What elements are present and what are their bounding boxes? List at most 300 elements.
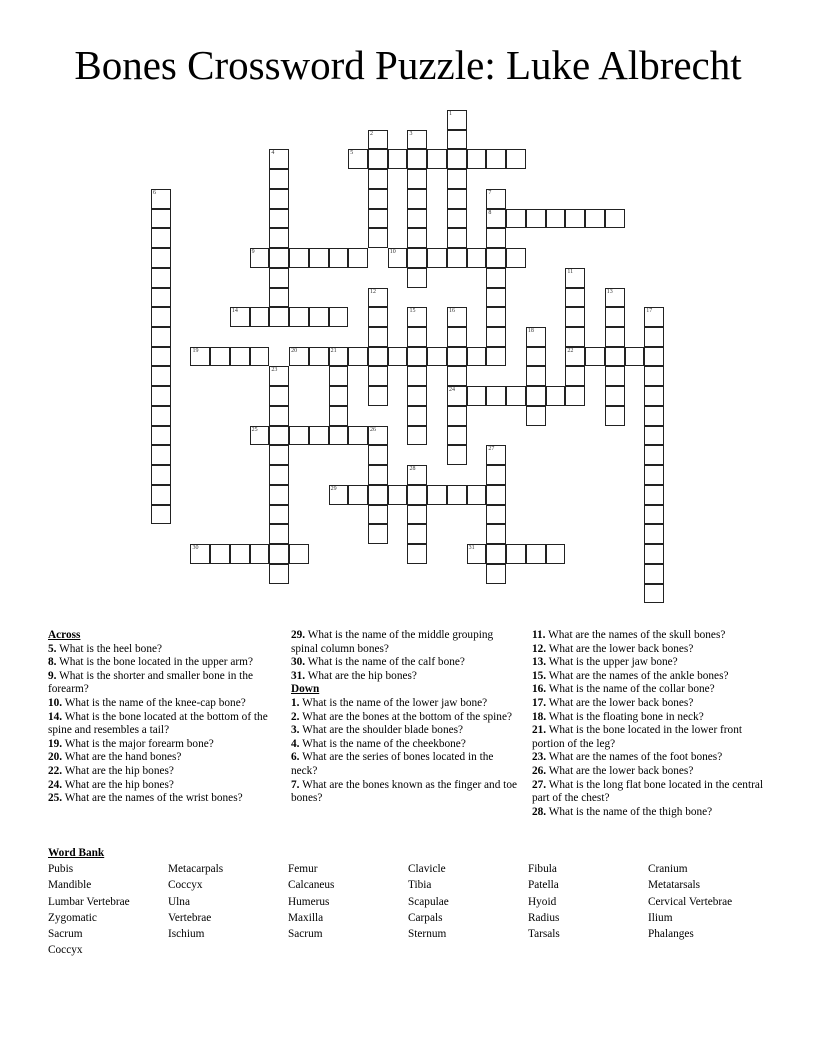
word-bank-item: Sacrum bbox=[48, 928, 83, 941]
grid-cell[interactable] bbox=[269, 524, 289, 544]
grid-cell[interactable] bbox=[447, 445, 467, 465]
grid-cell[interactable] bbox=[368, 485, 388, 505]
grid-cell[interactable] bbox=[467, 149, 487, 169]
grid-cell[interactable] bbox=[230, 347, 250, 367]
grid-cell[interactable] bbox=[506, 149, 526, 169]
grid-cell[interactable] bbox=[546, 386, 566, 406]
clue-number: 7 bbox=[488, 189, 492, 196]
clue-number: 11 bbox=[567, 268, 574, 275]
grid-cell[interactable] bbox=[289, 248, 309, 268]
grid-cell[interactable] bbox=[407, 248, 427, 268]
grid-cell[interactable] bbox=[151, 189, 171, 209]
grid-cell[interactable] bbox=[407, 209, 427, 229]
grid-cell[interactable] bbox=[329, 347, 349, 367]
word-bank-item: Coccyx bbox=[168, 879, 203, 892]
grid-cell[interactable] bbox=[447, 169, 467, 189]
clue-number: 23 bbox=[271, 367, 278, 374]
grid-cell[interactable] bbox=[289, 347, 309, 367]
clue-item: 9. What is the shorter and smaller bone in the forearm? bbox=[48, 669, 253, 696]
grid-cell[interactable] bbox=[486, 524, 506, 544]
grid-cell[interactable] bbox=[368, 366, 388, 386]
grid-cell[interactable] bbox=[388, 485, 408, 505]
grid-cell[interactable] bbox=[151, 426, 171, 446]
clue-number: 15 bbox=[409, 308, 416, 315]
clue-number: 26 bbox=[370, 426, 377, 433]
grid-cell[interactable] bbox=[250, 544, 270, 564]
grid-cell[interactable] bbox=[407, 347, 427, 367]
grid-cell[interactable] bbox=[407, 406, 427, 426]
grid-cell[interactable] bbox=[486, 465, 506, 485]
grid-cell[interactable] bbox=[289, 544, 309, 564]
grid-cell[interactable] bbox=[368, 130, 388, 150]
grid-cell[interactable] bbox=[467, 544, 487, 564]
grid-cell[interactable] bbox=[151, 228, 171, 248]
grid-cell[interactable] bbox=[644, 544, 664, 564]
grid-cell[interactable] bbox=[644, 307, 664, 327]
grid-cell[interactable] bbox=[309, 347, 329, 367]
word-bank-item: Ischium bbox=[168, 928, 205, 941]
grid-cell[interactable] bbox=[230, 307, 250, 327]
grid-cell[interactable] bbox=[506, 386, 526, 406]
clue-number: 17 bbox=[646, 308, 653, 315]
clue-item: 16. What is the name of the collar bone? bbox=[532, 683, 715, 696]
grid-cell[interactable] bbox=[368, 347, 388, 367]
clue-item: 26. What are the lower back bones? bbox=[532, 764, 694, 777]
clues-column-1 bbox=[48, 629, 280, 806]
clue-item: 15. What are the names of the ankle bones? bbox=[532, 669, 729, 682]
grid-cell[interactable] bbox=[368, 386, 388, 406]
grid-cell[interactable] bbox=[388, 248, 408, 268]
clues-column-3 bbox=[532, 629, 764, 819]
clue-item: 6. What are the series of bones located in the neck? bbox=[291, 751, 494, 777]
grid-cell[interactable] bbox=[329, 307, 349, 327]
grid-cell[interactable] bbox=[486, 149, 506, 169]
word-bank-item: Carpals bbox=[408, 911, 443, 924]
grid-cell[interactable] bbox=[486, 327, 506, 347]
grid-cell[interactable] bbox=[467, 347, 487, 367]
clue-number: 5 bbox=[350, 150, 354, 157]
grid-cell[interactable] bbox=[486, 386, 506, 406]
clue-number: 30 bbox=[192, 545, 199, 552]
word-bank-item: Coccyx bbox=[48, 944, 83, 957]
word-bank-item: Vertebrae bbox=[168, 911, 212, 924]
clue-number: 18 bbox=[527, 328, 534, 335]
grid-cell[interactable] bbox=[644, 465, 664, 485]
word-bank-item: Tarsals bbox=[528, 928, 560, 941]
grid-cell[interactable] bbox=[368, 228, 388, 248]
word-bank-item: Patella bbox=[528, 879, 559, 892]
grid-cell[interactable] bbox=[190, 347, 210, 367]
clue-number: 29 bbox=[330, 485, 337, 492]
grid-cell[interactable] bbox=[407, 386, 427, 406]
grid-cell[interactable] bbox=[348, 485, 368, 505]
grid-cell[interactable] bbox=[368, 189, 388, 209]
word-bank-item: Pubis bbox=[48, 863, 74, 876]
grid-cell[interactable] bbox=[644, 505, 664, 525]
word-bank-item: Calcaneus bbox=[288, 879, 335, 892]
grid-cell[interactable] bbox=[565, 268, 585, 288]
clue-item: 20. What are the hand bones? bbox=[48, 751, 182, 764]
grid-cell[interactable] bbox=[250, 347, 270, 367]
word-bank-item: Tibia bbox=[408, 879, 432, 892]
grid-cell[interactable] bbox=[447, 209, 467, 229]
grid-cell[interactable] bbox=[289, 307, 309, 327]
clue-number: 6 bbox=[153, 189, 156, 196]
clue-item: 24. What are the hip bones? bbox=[48, 778, 174, 791]
clue-number: 24 bbox=[448, 387, 455, 394]
grid-cell[interactable] bbox=[447, 110, 467, 130]
grid-cell[interactable] bbox=[269, 228, 289, 248]
grid-cell[interactable] bbox=[605, 366, 625, 386]
grid-cell[interactable] bbox=[151, 366, 171, 386]
clue-item: 3. What are the shoulder blade bones? bbox=[291, 724, 464, 737]
grid-cell[interactable] bbox=[309, 307, 329, 327]
word-bank-item: Ulna bbox=[168, 895, 190, 908]
grid-cell[interactable] bbox=[644, 386, 664, 406]
clue-number: 12 bbox=[370, 288, 377, 295]
grid-cell[interactable] bbox=[526, 406, 546, 426]
grid-cell[interactable] bbox=[269, 465, 289, 485]
grid-cell[interactable] bbox=[644, 406, 664, 426]
grid-cell[interactable] bbox=[250, 248, 270, 268]
grid-cell[interactable] bbox=[447, 189, 467, 209]
grid-cell[interactable] bbox=[368, 465, 388, 485]
grid-cell[interactable] bbox=[486, 288, 506, 308]
grid-cell[interactable] bbox=[407, 524, 427, 544]
grid-cell[interactable] bbox=[427, 347, 447, 367]
grid-cell[interactable] bbox=[407, 189, 427, 209]
clue-item: 31. What are the hip bones? bbox=[291, 669, 417, 682]
grid-cell[interactable] bbox=[151, 386, 171, 406]
grid-cell[interactable] bbox=[407, 268, 427, 288]
grid-cell[interactable] bbox=[250, 307, 270, 327]
grid-cell[interactable] bbox=[546, 209, 566, 229]
grid-cell[interactable] bbox=[368, 169, 388, 189]
grid-cell[interactable] bbox=[151, 327, 171, 347]
clue-number: 8 bbox=[488, 209, 492, 216]
word-bank-item: Sacrum bbox=[288, 928, 323, 941]
grid-cell[interactable] bbox=[644, 564, 664, 584]
grid-cell[interactable] bbox=[585, 209, 605, 229]
grid-cell[interactable] bbox=[151, 445, 171, 465]
grid-cell[interactable] bbox=[486, 505, 506, 525]
grid-cell[interactable] bbox=[467, 485, 487, 505]
grid-cell[interactable] bbox=[151, 209, 171, 229]
grid-cell[interactable] bbox=[151, 248, 171, 268]
grid-cell[interactable] bbox=[368, 426, 388, 446]
grid-cell[interactable] bbox=[447, 307, 467, 327]
grid-cell[interactable] bbox=[329, 485, 349, 505]
grid-cell[interactable] bbox=[407, 130, 427, 150]
clue-item: 11. What are the names of the skull bones? bbox=[532, 629, 726, 641]
grid-cell[interactable] bbox=[447, 248, 467, 268]
word-bank-item: Metacarpals bbox=[168, 863, 224, 876]
grid-cell[interactable] bbox=[269, 445, 289, 465]
grid-cell[interactable] bbox=[368, 445, 388, 465]
grid-cell[interactable] bbox=[407, 544, 427, 564]
grid-cell[interactable] bbox=[230, 544, 250, 564]
clue-number: 20 bbox=[291, 347, 298, 354]
grid-cell[interactable] bbox=[151, 307, 171, 327]
grid-cell[interactable] bbox=[329, 386, 349, 406]
grid-cell[interactable] bbox=[210, 347, 230, 367]
clue-item: 4. What is the name of the cheekbone? bbox=[291, 737, 466, 750]
word-bank bbox=[48, 845, 768, 958]
grid-cell[interactable] bbox=[427, 149, 447, 169]
grid-cell[interactable] bbox=[585, 347, 605, 367]
grid-cell[interactable] bbox=[526, 544, 546, 564]
grid-cell[interactable] bbox=[565, 327, 585, 347]
grid-cell[interactable] bbox=[605, 327, 625, 347]
grid-cell[interactable] bbox=[151, 288, 171, 308]
grid-cell[interactable] bbox=[486, 307, 506, 327]
grid-cell[interactable] bbox=[526, 209, 546, 229]
clue-item: 7. What are the bones known as the finger and toe bones? bbox=[291, 778, 517, 805]
grid-cell[interactable] bbox=[644, 327, 664, 347]
word-bank-item: Metatarsals bbox=[648, 879, 701, 892]
grid-cell[interactable] bbox=[447, 386, 467, 406]
grid-cell[interactable] bbox=[526, 347, 546, 367]
grid-cell[interactable] bbox=[447, 228, 467, 248]
grid-cell[interactable] bbox=[605, 347, 625, 367]
clue-number: 3 bbox=[409, 130, 413, 137]
grid-cell[interactable] bbox=[309, 426, 329, 446]
clue-item: 13. What is the upper jaw bone? bbox=[532, 656, 678, 669]
clue-item: 5. What is the heel bone? bbox=[48, 642, 162, 655]
grid-cell[interactable] bbox=[427, 248, 447, 268]
grid-cell[interactable] bbox=[269, 189, 289, 209]
clue-item: 1. What is the name of the lower jaw bone? bbox=[291, 696, 488, 709]
grid-cell[interactable] bbox=[644, 445, 664, 465]
clue-number: 25 bbox=[251, 426, 258, 433]
grid-cell[interactable] bbox=[644, 366, 664, 386]
word-bank-item: Phalanges bbox=[648, 928, 694, 941]
clue-number: 16 bbox=[448, 308, 455, 315]
grid-cell[interactable] bbox=[269, 288, 289, 308]
grid-cell[interactable] bbox=[644, 584, 664, 604]
grid-cell[interactable] bbox=[486, 228, 506, 248]
word-bank-item: Sternum bbox=[408, 928, 447, 941]
grid-cell[interactable] bbox=[526, 327, 546, 347]
grid-cell[interactable] bbox=[486, 485, 506, 505]
grid-cell[interactable] bbox=[368, 327, 388, 347]
grid-cell[interactable] bbox=[269, 505, 289, 525]
grid-cell[interactable] bbox=[565, 307, 585, 327]
clue-item: 23. What are the names of the foot bones? bbox=[532, 751, 723, 764]
clue-item: 21. What is the bone located in the lower front portion of the leg? bbox=[532, 724, 742, 750]
grid-cell[interactable] bbox=[329, 366, 349, 386]
clue-number: 21 bbox=[330, 347, 337, 354]
grid-cell[interactable] bbox=[269, 169, 289, 189]
grid-cell[interactable] bbox=[486, 544, 506, 564]
grid-cell[interactable] bbox=[151, 485, 171, 505]
grid-cell[interactable] bbox=[506, 248, 526, 268]
grid-cell[interactable] bbox=[486, 268, 506, 288]
word-bank-item: Zygomatic bbox=[48, 911, 97, 924]
grid-cell[interactable] bbox=[546, 544, 566, 564]
grid-cell[interactable] bbox=[565, 209, 585, 229]
clue-item: 30. What is the name of the calf bone? bbox=[291, 656, 465, 669]
clue-number: 2 bbox=[370, 130, 374, 137]
grid-cell[interactable] bbox=[644, 347, 664, 367]
grid-cell[interactable] bbox=[605, 406, 625, 426]
grid-cell[interactable] bbox=[407, 149, 427, 169]
clue-item: 18. What is the floating bone in neck? bbox=[532, 710, 704, 723]
grid-cell[interactable] bbox=[644, 524, 664, 544]
grid-cell[interactable] bbox=[565, 366, 585, 386]
grid-cell[interactable] bbox=[151, 347, 171, 367]
word-bank-item: Clavicle bbox=[408, 863, 446, 876]
grid-cell[interactable] bbox=[368, 209, 388, 229]
clue-item: 10. What is the name of the knee-cap bone? bbox=[48, 696, 246, 709]
clue-item: 29. What is the name of the middle grouping spinal column bones? bbox=[291, 629, 494, 655]
grid-cell[interactable] bbox=[447, 130, 467, 150]
grid-cell[interactable] bbox=[644, 426, 664, 446]
clue-item: 8. What is the bone located in the upper arm? bbox=[48, 656, 253, 669]
grid-cell[interactable] bbox=[329, 248, 349, 268]
grid-cell[interactable] bbox=[625, 347, 645, 367]
grid-cell[interactable] bbox=[486, 209, 506, 229]
grid-cell[interactable] bbox=[329, 426, 349, 446]
grid-cell[interactable] bbox=[329, 406, 349, 426]
grid-cell[interactable] bbox=[151, 268, 171, 288]
grid-cell[interactable] bbox=[407, 505, 427, 525]
clue-item: 28. What is the name of the thigh bone? bbox=[532, 805, 713, 818]
clue-number: 14 bbox=[231, 308, 238, 315]
grid-cell[interactable] bbox=[467, 248, 487, 268]
grid-cell[interactable] bbox=[447, 327, 467, 347]
grid-cell[interactable] bbox=[486, 189, 506, 209]
grid-cell[interactable] bbox=[210, 544, 230, 564]
grid-cell[interactable] bbox=[269, 268, 289, 288]
clue-number: 19 bbox=[192, 347, 199, 354]
clue-number: 13 bbox=[606, 288, 613, 295]
word-bank-item: Humerus bbox=[288, 895, 330, 908]
grid-cell[interactable] bbox=[407, 366, 427, 386]
grid-cell[interactable] bbox=[486, 248, 506, 268]
clue-item: 25. What are the names of the wrist bones? bbox=[48, 792, 243, 805]
grid-cell[interactable] bbox=[447, 149, 467, 169]
grid-cell[interactable] bbox=[368, 505, 388, 525]
grid-cell[interactable] bbox=[407, 169, 427, 189]
across-heading: Across bbox=[48, 629, 81, 641]
clue-number: 22 bbox=[567, 347, 574, 354]
word-bank-item: Radius bbox=[528, 911, 560, 924]
grid-cell[interactable] bbox=[526, 386, 546, 406]
clue-number: 9 bbox=[251, 249, 255, 256]
grid-cell[interactable] bbox=[407, 307, 427, 327]
grid-cell[interactable] bbox=[467, 386, 487, 406]
grid-cell[interactable] bbox=[269, 544, 289, 564]
grid-cell[interactable] bbox=[151, 465, 171, 485]
grid-cell[interactable] bbox=[348, 426, 368, 446]
word-bank-item: Lumbar Vertebrae bbox=[48, 895, 130, 908]
grid-cell[interactable] bbox=[407, 485, 427, 505]
grid-cell[interactable] bbox=[269, 564, 289, 584]
grid-cell[interactable] bbox=[447, 406, 467, 426]
clue-number: 28 bbox=[409, 466, 416, 473]
grid-cell[interactable] bbox=[368, 149, 388, 169]
grid-cell[interactable] bbox=[486, 564, 506, 584]
grid-cell[interactable] bbox=[427, 485, 447, 505]
clue-number: 27 bbox=[488, 446, 495, 453]
grid-cell[interactable] bbox=[605, 209, 625, 229]
word-bank-item: Maxilla bbox=[288, 911, 324, 924]
grid-cell[interactable] bbox=[447, 485, 467, 505]
grid-cell[interactable] bbox=[388, 347, 408, 367]
word-bank-item: Cervical Vertebrae bbox=[648, 895, 733, 908]
clue-item: 12. What are the lower back bones? bbox=[532, 642, 694, 655]
grid-cell[interactable] bbox=[506, 544, 526, 564]
word-bank-heading: Word Bank bbox=[48, 847, 105, 859]
grid-cell[interactable] bbox=[506, 209, 526, 229]
clue-number: 4 bbox=[271, 150, 275, 157]
grid-cell[interactable] bbox=[644, 485, 664, 505]
grid-cell[interactable] bbox=[269, 485, 289, 505]
word-bank-item: Cranium bbox=[648, 863, 688, 876]
grid-cell[interactable] bbox=[605, 307, 625, 327]
word-bank-item: Femur bbox=[288, 863, 318, 876]
grid-cell[interactable] bbox=[486, 347, 506, 367]
grid-cell[interactable] bbox=[368, 524, 388, 544]
grid-cell[interactable] bbox=[151, 505, 171, 525]
grid-cell[interactable] bbox=[289, 426, 309, 446]
grid-cell[interactable] bbox=[368, 288, 388, 308]
down-heading: Down bbox=[291, 683, 320, 696]
grid-cell[interactable] bbox=[269, 386, 289, 406]
grid-cell[interactable] bbox=[309, 248, 329, 268]
grid-cell[interactable] bbox=[250, 426, 270, 446]
clue-number: 1 bbox=[448, 111, 452, 117]
grid-cell[interactable] bbox=[269, 406, 289, 426]
grid-cell[interactable] bbox=[348, 149, 368, 169]
grid-cell[interactable] bbox=[388, 149, 408, 169]
grid-cell[interactable] bbox=[447, 426, 467, 446]
grid-cell[interactable] bbox=[407, 327, 427, 347]
grid-cell[interactable] bbox=[269, 149, 289, 169]
grid-cell[interactable] bbox=[605, 288, 625, 308]
word-bank-item: Fibula bbox=[528, 863, 557, 876]
word-bank-item: Hyoid bbox=[528, 895, 557, 908]
grid-cell[interactable] bbox=[565, 347, 585, 367]
grid-cell[interactable] bbox=[269, 426, 289, 446]
grid-cell[interactable] bbox=[447, 347, 467, 367]
grid-cell[interactable] bbox=[348, 347, 368, 367]
grid-cell[interactable] bbox=[368, 307, 388, 327]
grid-cell[interactable] bbox=[565, 386, 585, 406]
grid-cell[interactable] bbox=[565, 288, 585, 308]
grid-cell[interactable] bbox=[605, 386, 625, 406]
grid-cell[interactable] bbox=[407, 426, 427, 446]
grid-cell[interactable] bbox=[407, 465, 427, 485]
grid-cell[interactable] bbox=[269, 209, 289, 229]
grid-cell[interactable] bbox=[486, 445, 506, 465]
grid-cell[interactable] bbox=[348, 248, 368, 268]
grid-cell[interactable] bbox=[407, 228, 427, 248]
clues-column-2 bbox=[291, 629, 519, 806]
clue-item: 27. What is the long flat bone located in the central part of the chest? bbox=[532, 778, 763, 805]
word-bank-item: Mandible bbox=[48, 879, 92, 892]
grid-cell[interactable] bbox=[526, 366, 546, 386]
grid-cell[interactable] bbox=[151, 406, 171, 426]
grid-cell[interactable] bbox=[447, 366, 467, 386]
clue-item: 2. What are the bones at the bottom of the spine? bbox=[291, 710, 512, 723]
grid-cell[interactable] bbox=[269, 307, 289, 327]
clue-item: 19. What is the major forearm bone? bbox=[48, 737, 214, 750]
grid-cell[interactable] bbox=[269, 366, 289, 386]
grid-cell[interactable] bbox=[269, 248, 289, 268]
grid-cell[interactable] bbox=[190, 544, 210, 564]
